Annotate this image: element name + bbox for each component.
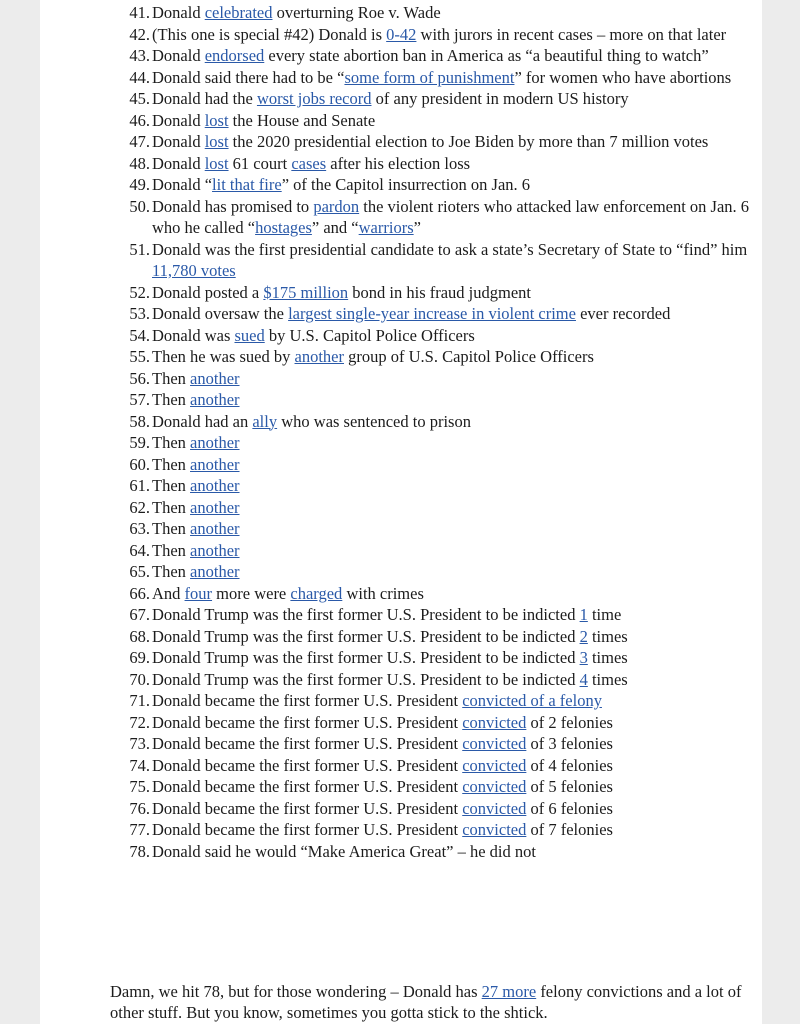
text-segment: Donald said he would “Make America Great” – he did not	[152, 841, 536, 861]
hyperlink[interactable]: another	[190, 368, 240, 388]
hyperlink[interactable]: ally	[252, 411, 278, 431]
text-segment: Then	[152, 540, 191, 560]
item-number: 58 .	[80, 411, 150, 433]
list-item	[80, 196, 750, 239]
text-segment: felony convictions and a lot of other stuff. But you know, sometimes you gotta stick to the shtick.	[110, 981, 742, 1022]
hyperlink[interactable]: convicted	[462, 820, 527, 839]
item-number: 74 .	[80, 755, 150, 777]
item-number: 54 .	[80, 325, 150, 347]
hyperlink[interactable]: 0-42	[386, 24, 417, 44]
numbered-list	[80, 2, 750, 862]
text-segment: with crimes	[342, 583, 424, 603]
text-segment: Donald Trump was the first former U.S. President to be indicted	[152, 605, 580, 624]
list-item	[80, 303, 750, 325]
item-number: 76 .	[80, 798, 150, 820]
text-segment: ” and “	[311, 218, 359, 237]
text-segment: Then	[152, 433, 191, 452]
hyperlink[interactable]: lit that fire	[212, 175, 282, 194]
text-segment: Then	[152, 562, 191, 581]
list-item	[80, 604, 750, 626]
text-segment: Then	[152, 497, 191, 517]
item-number: 51 .	[80, 239, 150, 261]
item-number: 71 .	[80, 690, 150, 712]
item-number: 45 .	[80, 88, 150, 110]
hyperlink[interactable]: another	[190, 454, 240, 474]
text-segment: And	[152, 583, 185, 603]
hyperlink[interactable]: 27 more	[481, 981, 537, 1001]
item-number: 60 .	[80, 454, 150, 476]
text-segment: ever recorded	[575, 304, 671, 323]
text-segment: the violent rioters who attacked law enforcement on Jan. 6 who he called “	[152, 196, 750, 237]
text-segment: (This one is special #42) Donald is	[152, 24, 387, 44]
text-segment: more were	[212, 583, 291, 603]
item-number: 65 .	[80, 561, 150, 583]
text-segment: Donald was the first presidential candidate to ask a state’s Secretary of State to “find” him	[152, 239, 748, 259]
text-segment: Donald Trump was the first former U.S. President to be indicted	[152, 648, 580, 667]
text-segment: after his election loss	[326, 153, 471, 173]
hyperlink[interactable]: 3	[579, 648, 588, 667]
hyperlink[interactable]: another	[190, 390, 240, 409]
list-item	[80, 411, 750, 433]
list-item	[80, 755, 750, 777]
item-number: 48 .	[80, 153, 150, 175]
text-segment: Donald has promised to	[152, 196, 314, 216]
text-segment: the House and Senate	[228, 110, 376, 130]
text-segment: every state abortion ban in America as “a beautiful thing to watch”	[264, 46, 709, 65]
list-item	[80, 518, 750, 540]
hyperlink[interactable]: celebrated	[204, 3, 273, 22]
item-number: 55 .	[80, 346, 150, 368]
list-item	[80, 497, 750, 519]
item-number: 42 .	[80, 24, 150, 46]
text-segment: times	[587, 669, 628, 689]
text-segment: Then he was sued by	[152, 347, 295, 366]
item-number: 47 .	[80, 131, 150, 153]
text-segment: ” for women who have abortions	[514, 67, 732, 87]
text-segment: of 4 felonies	[526, 755, 613, 775]
text-segment: Donald	[152, 132, 205, 151]
list-item	[80, 88, 750, 110]
list-item	[80, 346, 750, 368]
list-item	[80, 626, 750, 648]
item-number: 50 .	[80, 196, 150, 218]
text-segment: Donald Trump was the first former U.S. President to be indicted	[152, 626, 580, 646]
hyperlink[interactable]: some form of punishment	[344, 67, 515, 87]
list-item	[80, 733, 750, 755]
list-item	[80, 690, 750, 712]
text-segment: by U.S. Capitol Police Officers	[264, 325, 475, 345]
item-number: 72 .	[80, 712, 150, 734]
text-segment: of 7 felonies	[526, 820, 613, 839]
item-number: 66 .	[80, 583, 150, 605]
item-number: 41 .	[80, 2, 150, 24]
list-item	[80, 174, 750, 196]
list-item	[80, 841, 750, 863]
item-number: 77 .	[80, 819, 150, 841]
text-segment: Donald became the first former U.S. President	[152, 798, 463, 818]
list-item	[80, 389, 750, 411]
text-segment: Donald	[152, 3, 205, 22]
hyperlink[interactable]: 1	[579, 605, 588, 624]
list-item	[80, 432, 750, 454]
text-segment: Donald	[152, 46, 205, 65]
text-segment: Donald became the first former U.S. President	[152, 820, 463, 839]
hyperlink[interactable]: another	[190, 476, 240, 495]
list-item	[80, 561, 750, 583]
item-number: 78 .	[80, 841, 150, 863]
text-segment: Then	[152, 476, 191, 495]
text-segment: Damn, we hit 78, but for those wondering – Donald has	[110, 981, 482, 1001]
text-segment: ” of the Capitol insurrection on Jan. 6	[281, 175, 531, 194]
hyperlink[interactable]: another	[190, 433, 240, 452]
list-item	[80, 239, 750, 282]
hyperlink[interactable]: another	[190, 497, 240, 517]
hyperlink[interactable]: convicted	[462, 712, 527, 732]
item-number: 75 .	[80, 776, 150, 798]
text-segment: Donald	[152, 153, 205, 173]
text-segment: times	[587, 648, 628, 667]
text-segment: Donald posted a	[152, 282, 264, 302]
hyperlink[interactable]: another	[294, 347, 344, 366]
text-segment: Donald had the	[152, 89, 257, 108]
hyperlink[interactable]: worst jobs record	[256, 89, 372, 108]
text-segment: overturning Roe v. Wade	[272, 3, 441, 22]
text-segment: Then	[152, 519, 191, 538]
item-number: 67 .	[80, 604, 150, 626]
list-item	[80, 67, 750, 89]
item-number: 44 .	[80, 67, 150, 89]
hyperlink[interactable]: four	[184, 583, 213, 603]
list-item	[80, 819, 750, 841]
list-item	[80, 24, 750, 46]
list-item	[80, 712, 750, 734]
hyperlink[interactable]: sued	[234, 325, 265, 345]
text-segment: Donald was	[152, 325, 235, 345]
list-item	[80, 45, 750, 67]
text-segment: Then	[152, 368, 191, 388]
hyperlink[interactable]: 4	[579, 669, 588, 689]
list-item	[80, 540, 750, 562]
hyperlink[interactable]: hostages	[255, 218, 312, 237]
hyperlink[interactable]: largest single-year increase in violent crime	[288, 304, 576, 323]
hyperlink[interactable]: $175 million	[263, 282, 349, 302]
list-item	[80, 583, 750, 605]
list-item	[80, 325, 750, 347]
text-segment: times	[587, 626, 628, 646]
list-item	[80, 282, 750, 304]
closing-paragraph	[110, 981, 760, 1024]
hyperlink[interactable]: 11,780 votes	[152, 261, 236, 280]
text-segment: Then	[152, 454, 191, 474]
list-item	[80, 153, 750, 175]
hyperlink[interactable]: pardon	[313, 196, 360, 216]
text-segment: of 3 felonies	[526, 734, 613, 753]
text-segment: Donald became the first former U.S. President	[152, 734, 463, 753]
hyperlink[interactable]: endorsed	[204, 46, 265, 65]
text-segment: bond in his fraud judgment	[348, 282, 532, 302]
list-item	[80, 454, 750, 476]
hyperlink[interactable]: lost	[204, 153, 229, 173]
text-segment: the 2020 presidential election to Joe Biden by more than 7 million votes	[228, 132, 709, 151]
text-segment: Donald Trump was the first former U.S. President to be indicted	[152, 669, 580, 689]
text-segment: group of U.S. Capitol Police Officers	[344, 347, 594, 366]
text-segment: Donald became the first former U.S. President	[152, 712, 463, 732]
text-segment: Donald oversaw the	[152, 304, 289, 323]
list-item	[80, 776, 750, 798]
item-number: 59 .	[80, 432, 150, 454]
hyperlink[interactable]: convicted	[462, 798, 527, 818]
item-number: 68 .	[80, 626, 150, 648]
text-segment: time	[587, 605, 622, 624]
item-number: 61 .	[80, 475, 150, 497]
text-segment: of 2 felonies	[526, 712, 613, 732]
document-page	[40, 0, 762, 1024]
text-segment: 61 court	[228, 153, 292, 173]
hyperlink[interactable]: charged	[290, 583, 343, 603]
hyperlink[interactable]: convicted	[462, 755, 527, 775]
hyperlink[interactable]: another	[190, 519, 240, 538]
hyperlink[interactable]: cases	[291, 153, 327, 173]
item-number: 62 .	[80, 497, 150, 519]
item-number: 46 .	[80, 110, 150, 132]
text-segment: with jurors in recent cases – more on that later	[416, 24, 727, 44]
list-item	[80, 2, 750, 24]
item-number: 43 .	[80, 45, 150, 67]
hyperlink[interactable]: convicted of a felony	[462, 691, 602, 710]
item-number: 53 .	[80, 303, 150, 325]
text-segment: Donald became the first former U.S. President	[152, 691, 463, 710]
item-number: 52 .	[80, 282, 150, 304]
text-segment: Donald	[152, 110, 205, 130]
hyperlink[interactable]: lost	[204, 110, 229, 130]
hyperlink[interactable]: 2	[579, 626, 588, 646]
text-segment: Donald “	[152, 175, 213, 194]
list-item	[80, 110, 750, 132]
item-number: 63 .	[80, 518, 150, 540]
text-segment: Then	[152, 390, 191, 409]
text-segment: Donald had an	[152, 411, 253, 431]
item-number: 73 .	[80, 733, 150, 755]
text-segment: of 5 felonies	[526, 777, 613, 796]
item-number: 70 .	[80, 669, 150, 691]
item-number: 64 .	[80, 540, 150, 562]
text-segment: of any president in modern US history	[371, 89, 629, 108]
hyperlink[interactable]: convicted	[462, 777, 527, 796]
list-item	[80, 368, 750, 390]
list-item	[80, 669, 750, 691]
item-number: 49 .	[80, 174, 150, 196]
text-segment: Donald became the first former U.S. President	[152, 755, 463, 775]
text-segment: who was sentenced to prison	[277, 411, 471, 431]
text-segment: of 6 felonies	[526, 798, 613, 818]
text-segment: Donald said there had to be “	[152, 67, 345, 87]
list-item	[80, 647, 750, 669]
list-item	[80, 131, 750, 153]
hyperlink[interactable]: lost	[204, 132, 229, 151]
item-number: 69 .	[80, 647, 150, 669]
hyperlink[interactable]: convicted	[462, 734, 527, 753]
item-number: 56 .	[80, 368, 150, 390]
hyperlink[interactable]: warriors	[358, 218, 414, 237]
text-segment: Donald became the first former U.S. President	[152, 777, 463, 796]
list-item	[80, 475, 750, 497]
hyperlink[interactable]: another	[190, 540, 240, 560]
text-segment: ”	[413, 218, 421, 237]
item-number: 57 .	[80, 389, 150, 411]
hyperlink[interactable]: another	[190, 562, 240, 581]
list-item	[80, 798, 750, 820]
